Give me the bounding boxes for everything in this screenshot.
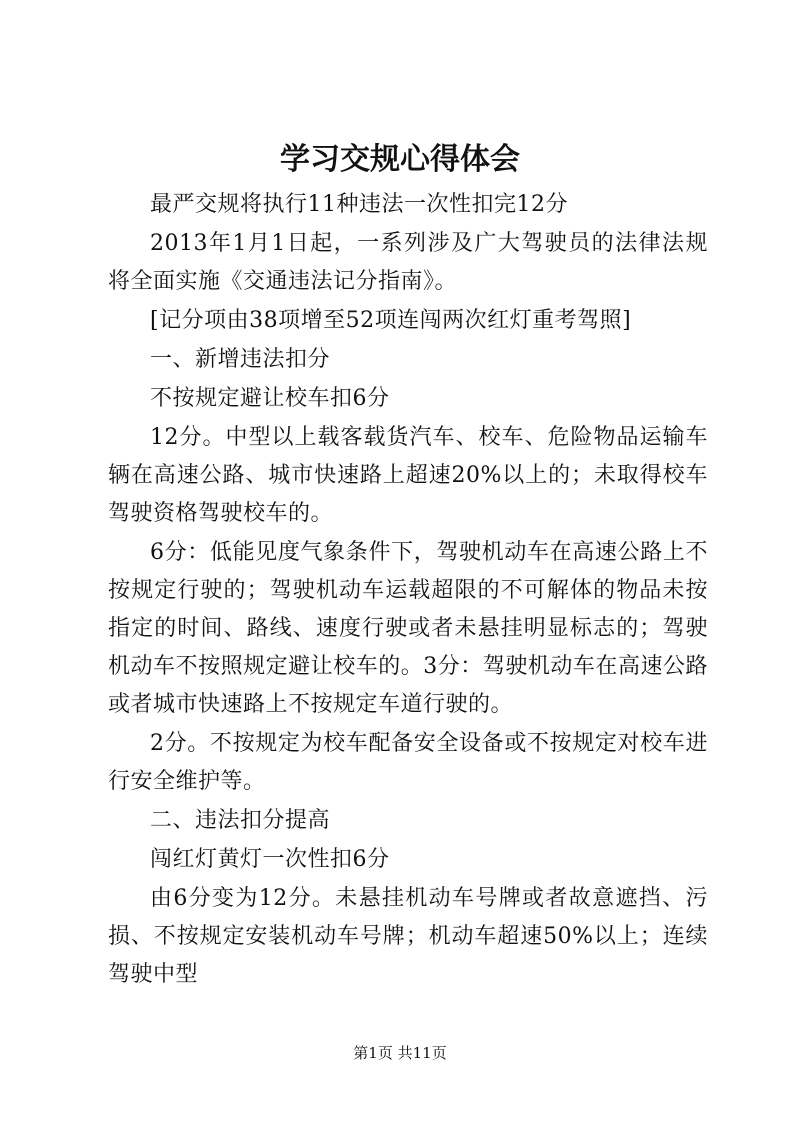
section-heading-new-deductions: 一、新增违法扣分 — [150, 347, 331, 372]
section-heading-increased-deductions: 二、违法扣分提高 — [150, 808, 331, 833]
page-footer: 第1页 共11页 — [353, 1044, 447, 1062]
paragraph-6-points: 6分：低能见度气象条件下，驾驶机动车在高速公路上不按规定行驶的；驾驶机动车运载超限的不可解体的物品未按指定的时间、路线、速度行驶或者未悬挂明显标志的；驾驶机动车不按照规定避让校车的。3分：驾驶机动车在高速公路或者城市快速路上不按规定车道行驶的。 — [108, 540, 708, 717]
paragraph-intro: 2013年1月1日起，一系列涉及广大驾驶员的法律法规将全面实施《交通违法记分指南》。 — [108, 231, 708, 294]
paragraph-red-light: 闯红灯黄灯一次性扣6分 — [150, 847, 390, 872]
paragraph-summary: [记分项由38项增至52项连闯两次红灯重考驾照] — [150, 308, 632, 333]
paragraph-6-to-12: 由6分变为12分。未悬挂机动车号牌或者故意遮挡、污损、不按规定安装机动车号牌；机动车超速50%以上；连续驾驶中型 — [108, 886, 708, 987]
paragraph-2-points: 2分。不按规定为校车配备安全设备或不按规定对校车进行安全维护等。 — [108, 731, 708, 794]
document-title: 学习交规心得体会 — [280, 142, 520, 177]
paragraph-12-points: 12分。中型以上载客载货汽车、校车、危险物品运输车辆在高速公路、城市快速路上超速20%以上的；未取得校车驾驶资格驾驶校车的。 — [108, 425, 708, 526]
document-body — [108, 186, 708, 995]
paragraph-headline: 最严交规将执行11种违法一次性扣完12分 — [150, 192, 568, 217]
paragraph-school-bus: 不按规定避让校车扣6分 — [150, 386, 390, 411]
